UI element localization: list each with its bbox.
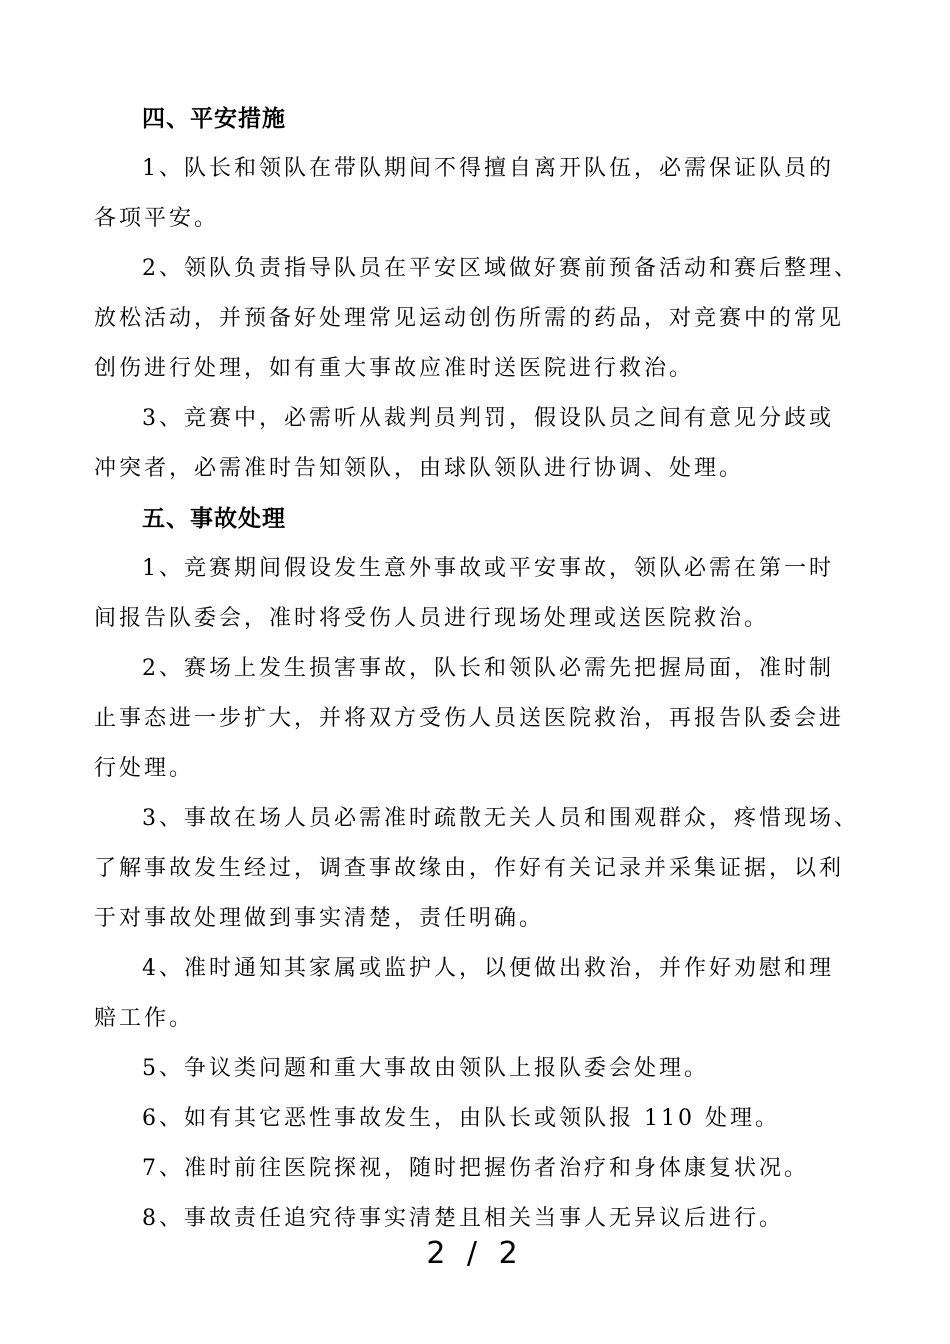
text-line: 3、竞赛中，必需听从裁判员判罚，假设队员之间有意见分歧或 bbox=[142, 406, 834, 431]
text-line: 2、赛场上发生损害事故，队长和领队必需先把握局面，准时制 bbox=[142, 656, 834, 681]
section-4-item-2 bbox=[94, 244, 859, 394]
text-line: 赔工作。 bbox=[94, 1006, 195, 1031]
text-line: 行处理。 bbox=[94, 756, 195, 781]
text-line: 间报告队委会，准时将受伤人员进行现场处理或送医院救治。 bbox=[94, 606, 770, 631]
text-line: 4、准时通知其家属或监护人，以便做出救治，并作好劝慰和理 bbox=[142, 956, 834, 981]
text-line: 冲突者，必需准时告知领队，由球队领队进行协调、处理。 bbox=[94, 456, 745, 481]
page-number: 2 / 2 bbox=[426, 1236, 524, 1271]
text-line: 3、事故在场人员必需准时疏散无关人员和围观群众，疼惜现场、 bbox=[142, 806, 859, 831]
text-line: 创伤进行处理，如有重大事故应准时送医院进行救治。 bbox=[94, 356, 695, 381]
section-5-item-4 bbox=[94, 944, 854, 1044]
section-5-item-7 bbox=[94, 1144, 854, 1194]
section-5-item-3 bbox=[94, 794, 859, 944]
text-line: 1、竞赛期间假设发生意外事故或平安事故，领队必需在第一时 bbox=[142, 556, 834, 581]
document-body bbox=[94, 94, 859, 1244]
section-4-item-1 bbox=[94, 144, 854, 244]
section-4-title: 四、平安措施 bbox=[142, 106, 286, 132]
text-line: 各项平安。 bbox=[94, 206, 220, 231]
text-line: 止事态进一步扩大，并将双方受伤人员送医院救治，再报告队委会进 bbox=[94, 706, 845, 731]
text-line: 于对事故处理做到事实清楚，责任明确。 bbox=[94, 906, 545, 931]
text-line: 6、如有其它恶性事故发生，由队长或领队报 110 处理。 bbox=[142, 1106, 780, 1131]
section-5-item-1 bbox=[94, 544, 854, 644]
text-line: 5、争议类问题和重大事故由领队上报队委会处理。 bbox=[142, 1056, 709, 1081]
text-line: 8、事故责任追究待事实清楚且相关当事人无异议后进行。 bbox=[142, 1206, 784, 1231]
text-line: 放松活动，并预备好处理常见运动创伤所需的药品，对竞赛中的常见 bbox=[94, 306, 845, 331]
section-5-item-2 bbox=[94, 644, 854, 794]
text-line: 1、队长和领队在带队期间不得擅自离开队伍，必需保证队员的 bbox=[142, 156, 834, 181]
text-line: 7、准时前往医院探视，随时把握伤者治疗和身体康复状况。 bbox=[142, 1156, 809, 1181]
text-line: 了解事故发生经过，调查事故缘由，作好有关记录并采集证据，以利 bbox=[94, 856, 845, 881]
section-4-item-3 bbox=[94, 394, 854, 494]
section-5-item-5 bbox=[94, 1044, 854, 1094]
section-5-title: 五、事故处理 bbox=[142, 506, 286, 532]
text-line: 2、领队负责指导队员在平安区域做好赛前预备活动和赛后整理、 bbox=[142, 256, 859, 281]
section-5-item-6 bbox=[94, 1094, 854, 1144]
